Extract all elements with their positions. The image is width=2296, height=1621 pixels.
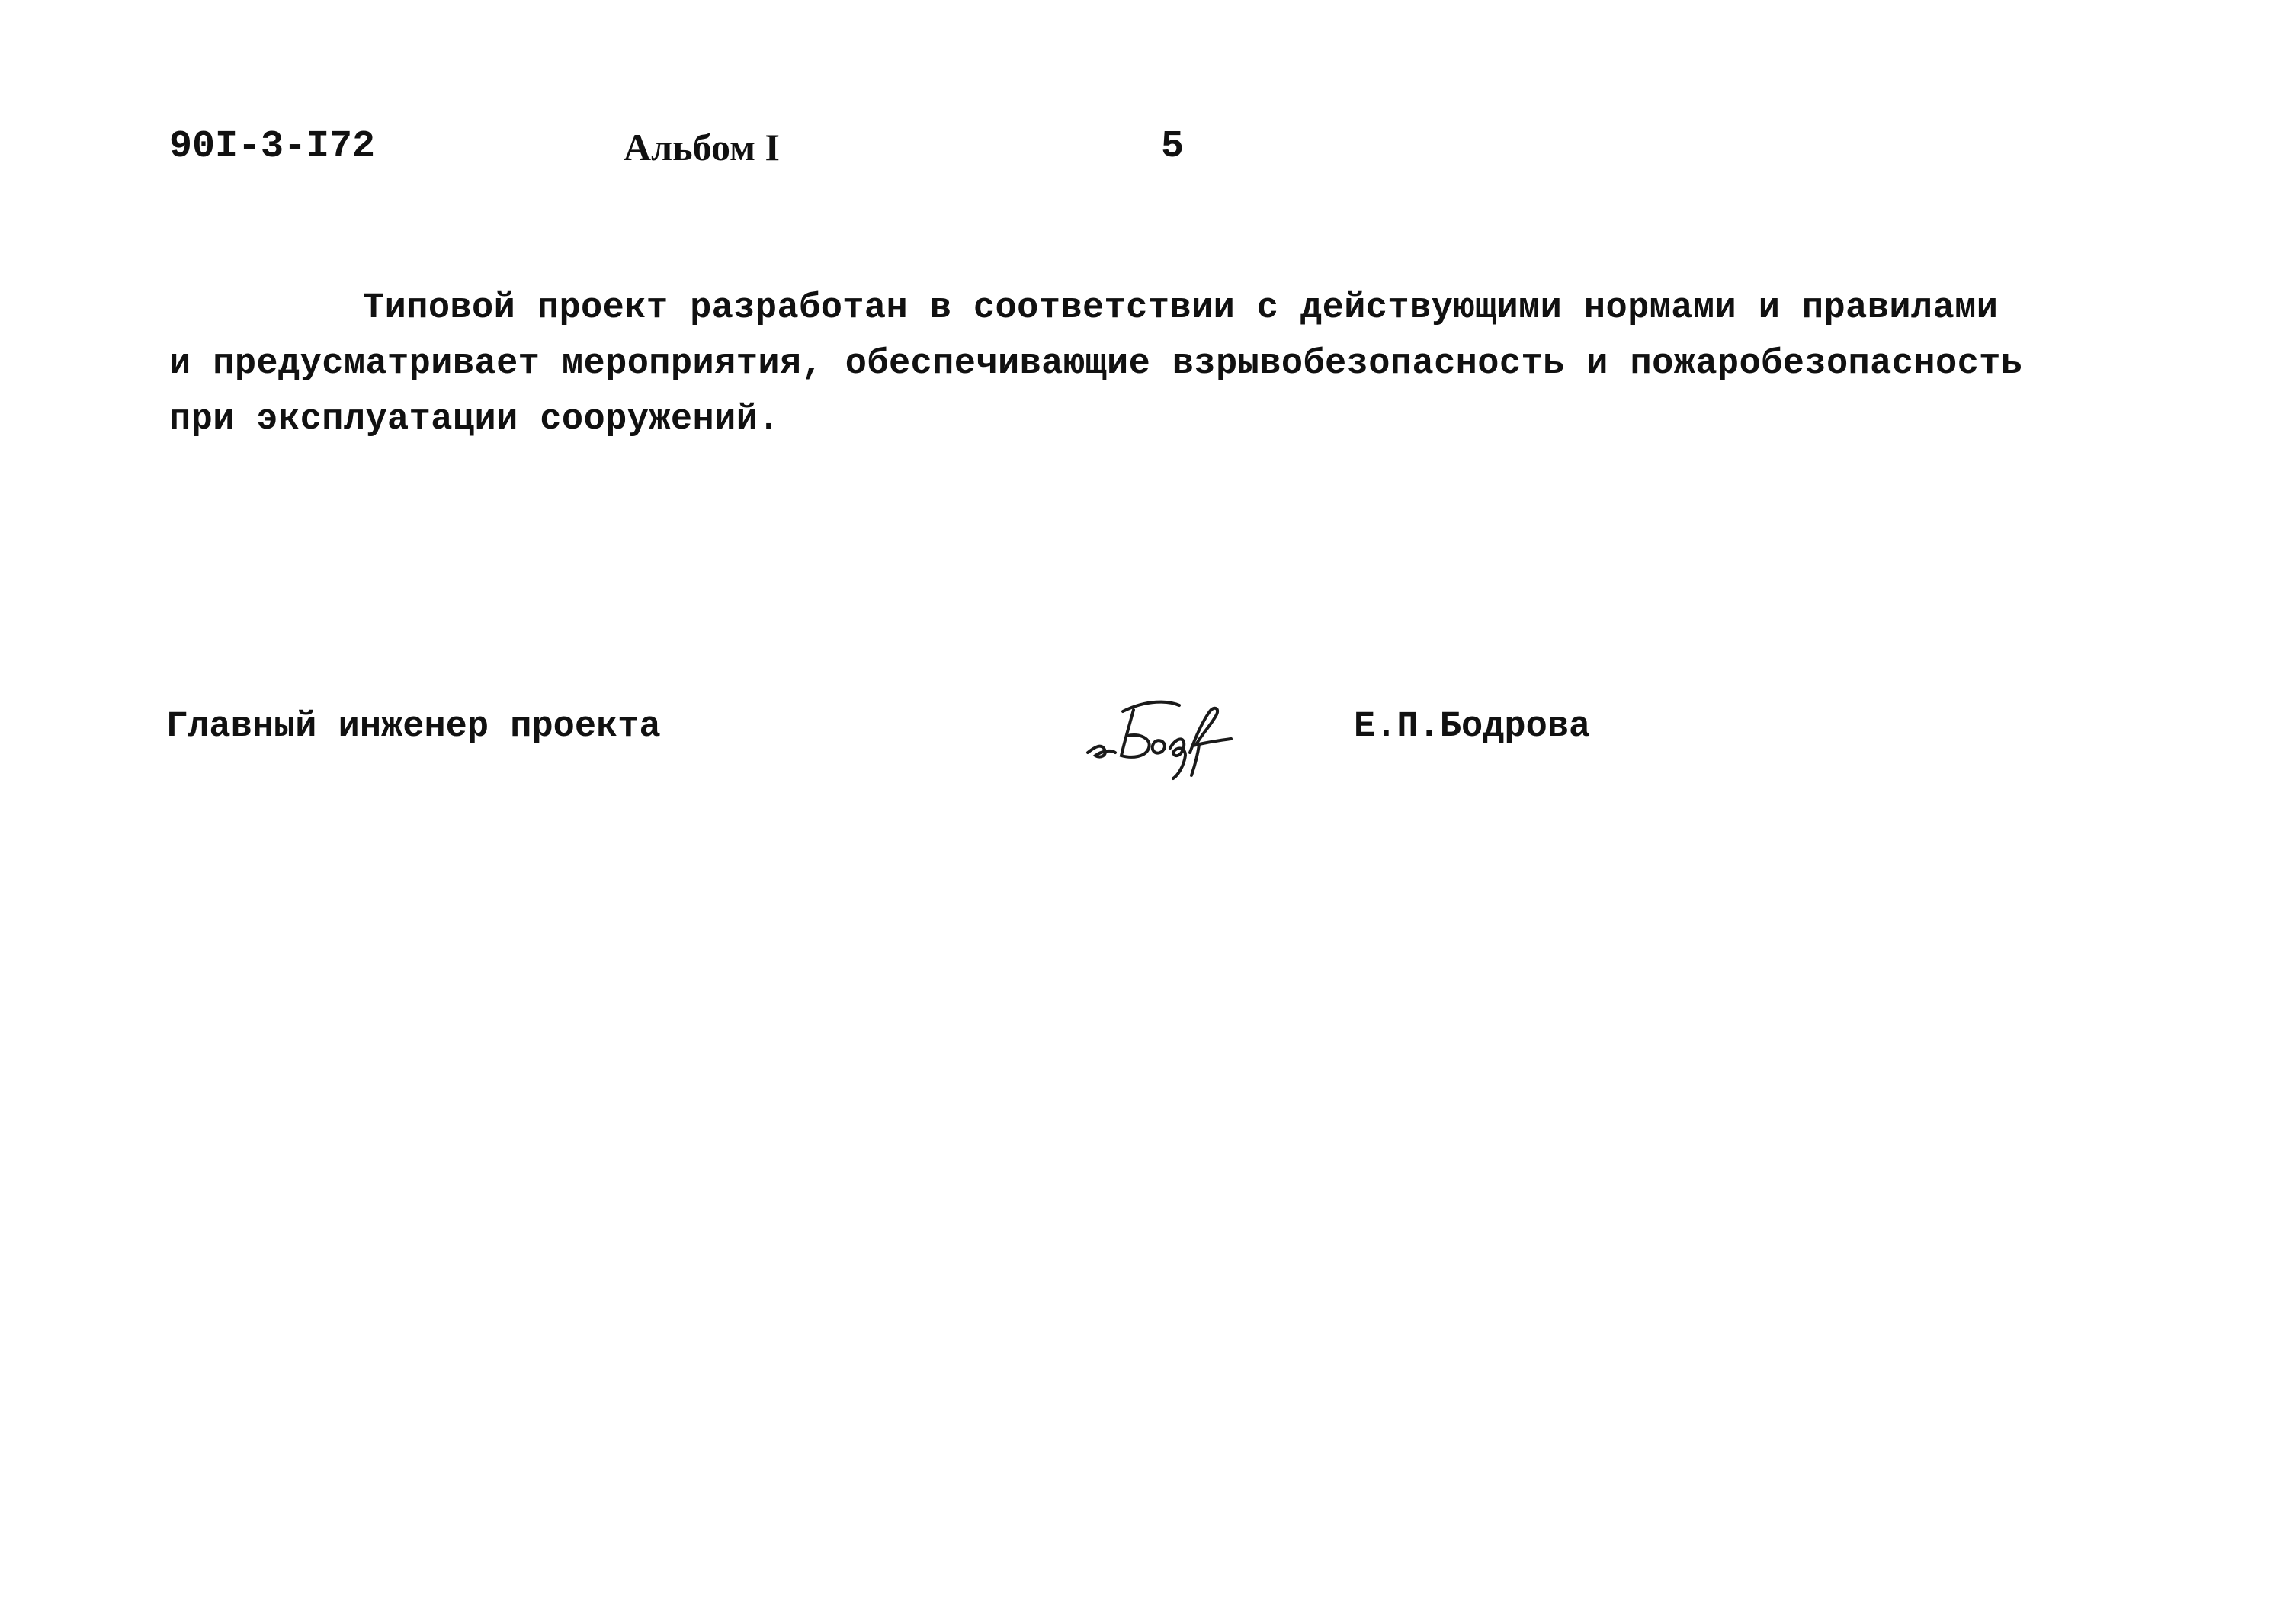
signatory-name: Е.П.Бодрова (1354, 707, 1591, 747)
handwritten-signature (1079, 682, 1239, 782)
body-line: Типовой проект разработан в соответствии с действующими нормами и правилами (363, 288, 1999, 329)
signatory-title: Главный инженер проекта (166, 707, 661, 747)
album-label: Альбом I (624, 126, 781, 169)
document-code: 90I-3-I72 (169, 125, 376, 169)
body-line: при эксплуатации сооружений. (169, 400, 780, 440)
body-line: и предусматривает мероприятия, обеспечивающие взрывобезопасность и пожаробезопасность (169, 344, 2023, 384)
body-paragraph (169, 281, 2023, 448)
page-number: 5 (1161, 125, 1185, 169)
